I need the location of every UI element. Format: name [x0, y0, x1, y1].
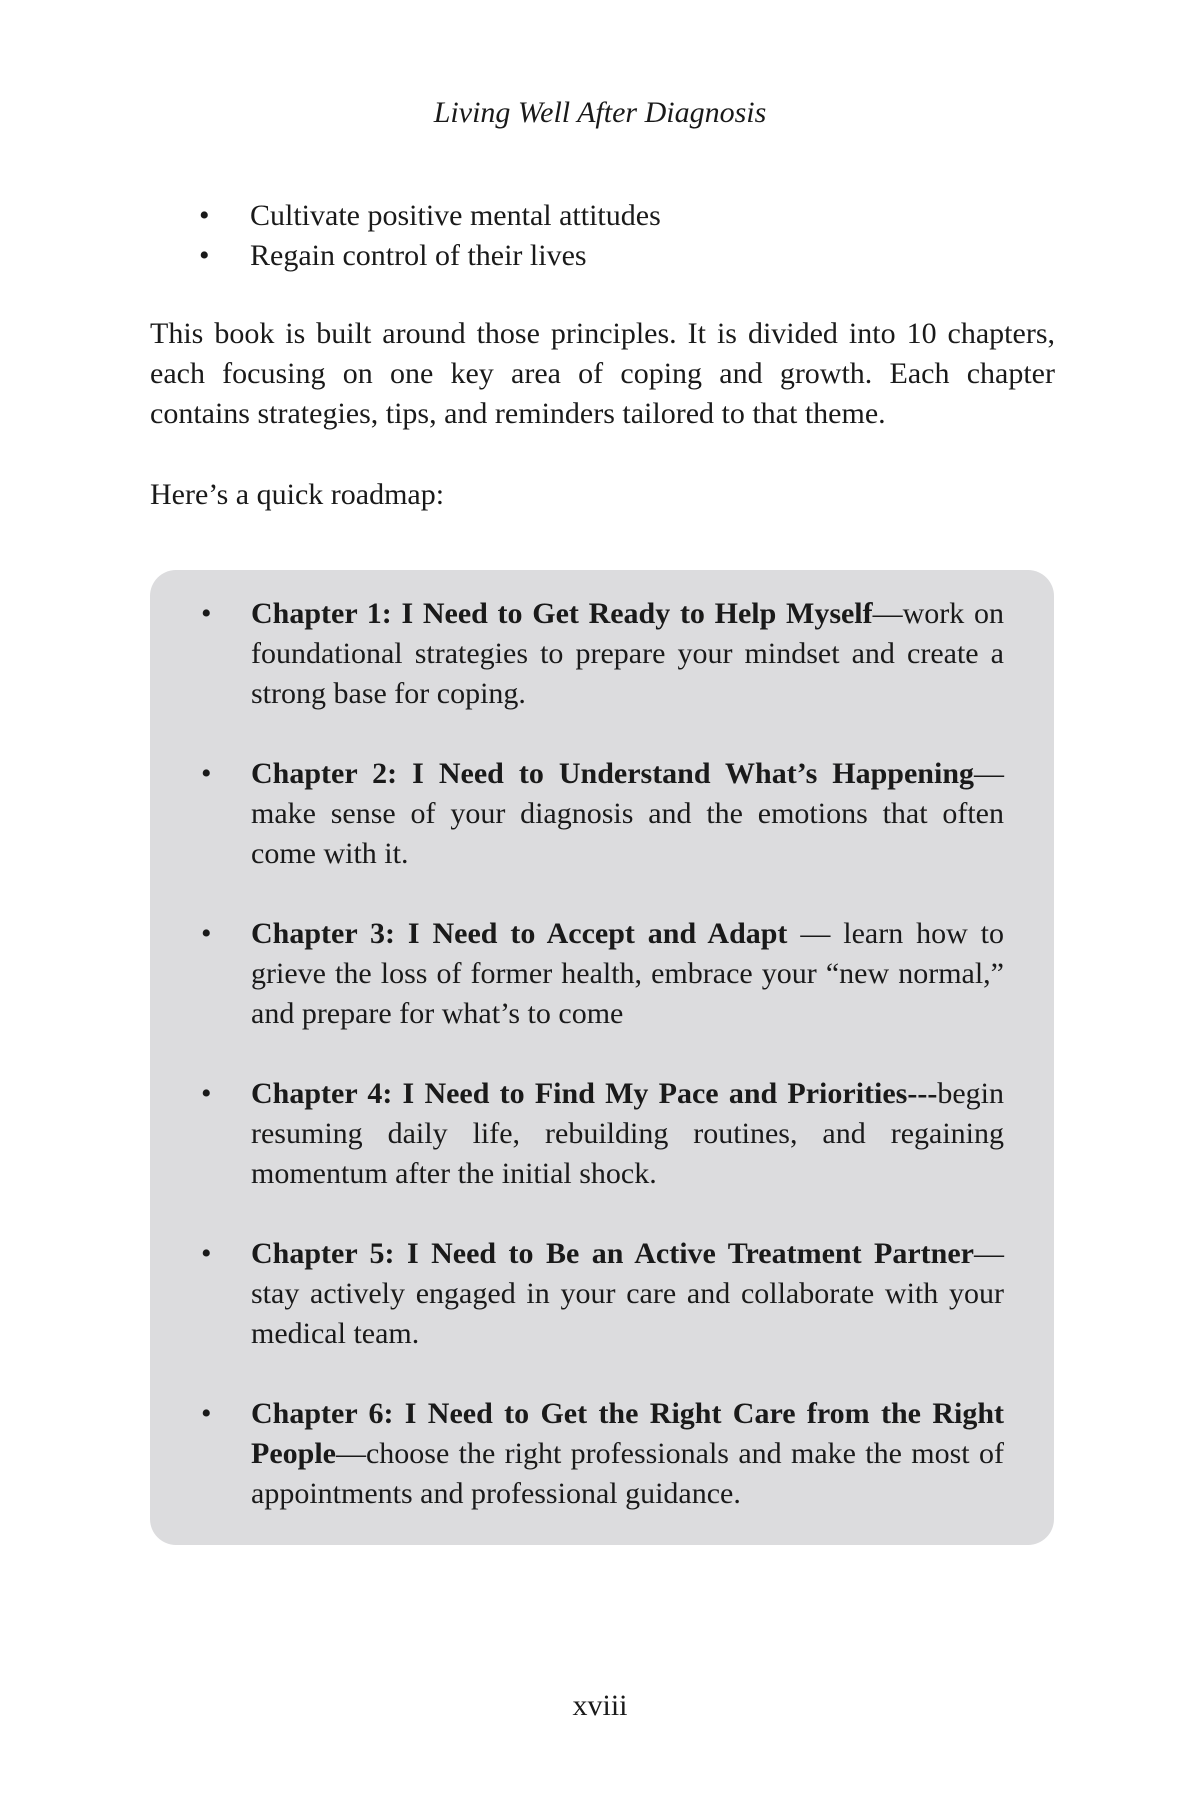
bullet-icon: • [201, 757, 212, 790]
chapter-item-4 [150, 1074, 1054, 1194]
chapter-description: —work on foundational strategies to prepare your mindset and create a strong base for coping. [251, 597, 1004, 710]
chapter-item-3 [150, 914, 1054, 1034]
bullet-icon: • [201, 1077, 212, 1110]
bullet-icon: • [201, 917, 212, 950]
running-header: Living Well After Diagnosis [433, 96, 767, 129]
chapter-title: Chapter 3: I Need to Accept and Adapt [251, 917, 788, 950]
top-bullet-list [150, 196, 1050, 276]
roadmap-box [150, 570, 1054, 1545]
list-item-text: Cultivate positive mental attitudes [250, 199, 661, 232]
list-item-text: Regain control of their lives [250, 239, 587, 272]
chapter-item-1 [150, 594, 1054, 714]
chapter-description: —make sense of your diagnosis and the emotions that often come with it. [251, 757, 1004, 870]
bullet-icon: • [201, 597, 212, 630]
bullet-icon: • [199, 199, 210, 232]
bullet-icon: • [199, 239, 210, 272]
roadmap-lead: Here’s a quick roadmap: [150, 478, 445, 511]
chapter-description: —choose the right professionals and make the most of appointments and professional guidance. [251, 1437, 1004, 1510]
chapter-item-5 [150, 1234, 1054, 1354]
chapter-description: begin resuming daily life, rebuilding routines, and regaining momentum after the initial shock. [251, 1077, 1004, 1190]
chapter-item-2 [150, 754, 1054, 874]
list-item [150, 196, 1050, 236]
chapter-description: —stay actively engaged in your care and collaborate with your medical team. [251, 1237, 1004, 1350]
chapter-title: Chapter 6: I Need to Get the Right Care from the Right People [251, 1397, 1004, 1470]
chapter-description: — learn how to grieve the loss of former health, embrace your “new normal,” and prepare for what’s to come [251, 917, 1004, 1030]
chapter-title: Chapter 4: I Need to Find My Pace and Priorities--- [251, 1077, 938, 1110]
page-number: xviii [572, 1689, 628, 1722]
intro-paragraph: This book is built around those principles. It is divided into 10 chapters, each focusing on one key area of coping and growth. Each chapter contains strategies, tips, and reminders tailored to that theme. [150, 317, 1055, 430]
bullet-icon: • [201, 1397, 212, 1430]
chapter-title: Chapter 5: I Need to Be an Active Treatment Partner [251, 1237, 974, 1270]
chapter-list [150, 594, 1054, 1554]
list-item [150, 236, 1050, 276]
chapter-title: Chapter 2: I Need to Understand What’s Happening [251, 757, 974, 790]
chapter-title: Chapter 1: I Need to Get Ready to Help Myself [251, 597, 873, 630]
chapter-item-6 [150, 1394, 1054, 1514]
bullet-icon: • [201, 1237, 212, 1270]
